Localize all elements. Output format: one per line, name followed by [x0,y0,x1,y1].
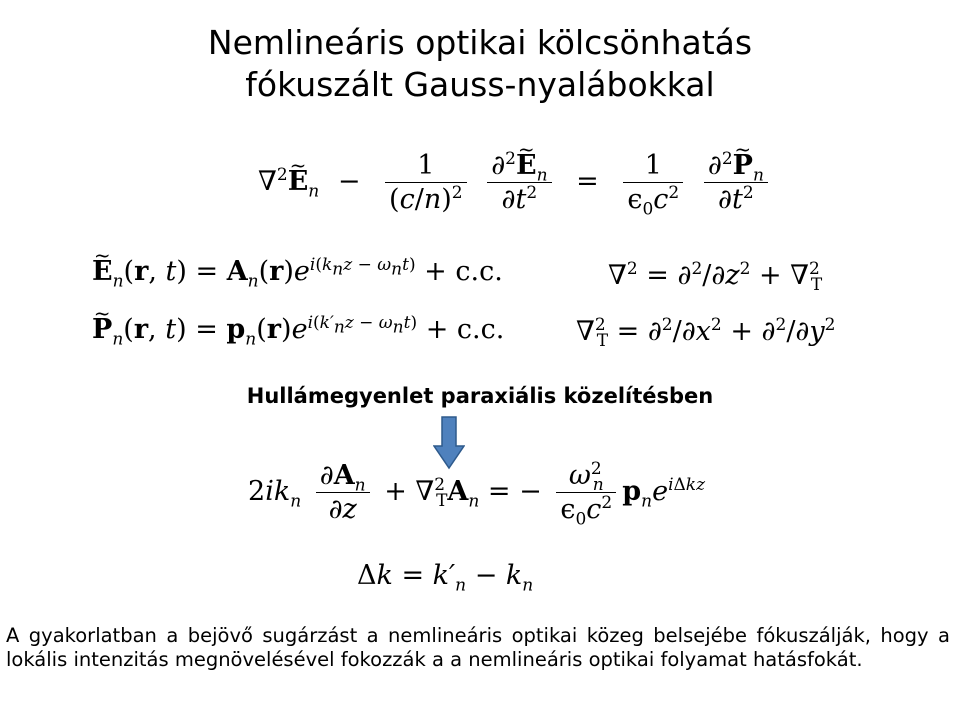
title-line-1: Nemlineáris optikai kölcsönhatás [207,23,753,62]
explanation-paragraph: A gyakorlatban a bejövő sugárzást a nemlineáris optikai közeg belsejébe fókuszálják, hogy a lokális intenzitás megnövelésével fokozzák a a nemlineáris optikai folyamat hatásfokát. [6,624,950,671]
title-line-2: fókuszált Gauss-nyalábokkal [245,65,715,104]
phase-mismatch-equation: $\Delta k = k'_n - k_n$ [357,560,534,596]
laplacian-definition: $\nabla^2 = \partial^2/\partial z^2 + \nabla^2_T$ [608,259,823,296]
field-ansatz-equation: ~ $E_n(r$, $t) = A_n(r)e^{i(k_nz - \omega_nt)} + c.c$. [92,258,503,285]
slide-title [0,22,960,106]
polarization-ansatz-equation: ~ $P_n(r$, $t) = p_n(r)e^{i(k'_nz - \omega_nt)} + c.c$. [92,316,504,343]
paraxial-wave-equation: $2ik_n$ $\frac{\partial A_n}{\partial z}$ + $\nabla^2_TA_n$ = − $\frac{\omega^2_n}{\epsilon_0c^2}$ $p_ne^{i\Delta kz}$ [248,459,706,530]
transverse-laplacian-definition: $\nabla^2_T = \partial^2/\partial x^2 + \partial^2/\partial y^2$ [576,315,836,352]
section-heading: Hullámegyenlet paraxiális közelítésben [246,384,714,408]
wave-equation: ∇$^2$~ $E_n$ − $\frac{1}{(c/n)^2}$ $\frac{\partial^2\sim E_n}{\partial t^2}$ = $\frac{1}{\epsilon_0c^2}$ $\frac{\partial^2\sim P_n}{\partial t^2}$ [258,152,774,213]
